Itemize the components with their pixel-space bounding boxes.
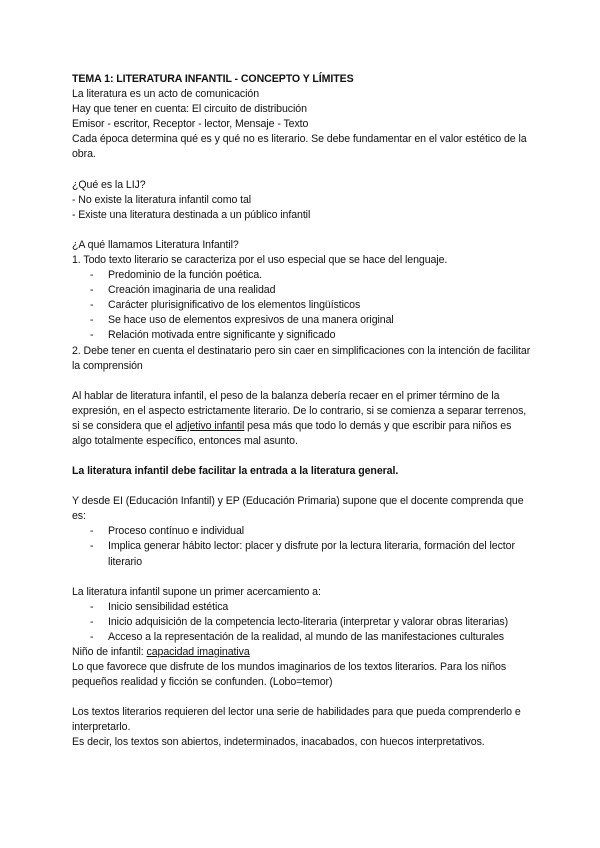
point-1-list	[72, 268, 532, 343]
spacer	[72, 163, 532, 178]
approach-list	[72, 600, 532, 645]
spacer	[72, 223, 532, 238]
spacer	[72, 479, 532, 494]
list-item: - Acceso a la representación de la realidad, al mundo de las manifestaciones culturales	[72, 630, 532, 645]
list-item: - Inicio sensibilidad estética	[72, 600, 532, 615]
lij-answer: - Existe una literatura destinada a un público infantil	[72, 208, 311, 221]
intro-line: Emisor - escritor, Receptor - lector, Mensaje - Texto	[72, 118, 309, 131]
spacer	[72, 449, 532, 464]
intro-line: La literatura es un acto de comunicación	[72, 88, 260, 101]
document-title: TEMA 1: LITERATURA INFANTIL - CONCEPTO Y LÍMITES	[72, 73, 354, 85]
closing-paragraph: Es decir, los textos son abiertos, indeterminados, inacabados, con huecos interpretativos.	[72, 736, 485, 749]
ei-ep-paragraph: Y desde EI (Educación Infantil) y EP (Educación Primaria) supone que el docente comprenda que es:	[72, 495, 524, 523]
balance-paragraph	[72, 389, 532, 449]
intro-line: Cada época determina qué es y qué no es literario. Se debe fundamentar en el valor estético de la obra.	[72, 133, 527, 161]
child-line	[72, 645, 532, 660]
list-item: - Creación imaginaria de una realidad	[72, 283, 532, 298]
li-question: ¿A qué llamamos Literatura Infantil?	[72, 238, 239, 251]
list-item: - Relación motivada entre significante y significado	[72, 328, 532, 343]
list-item: - Proceso contínuo e individual	[72, 524, 532, 539]
spacer	[72, 374, 532, 389]
document-body	[72, 72, 532, 751]
balance-text-after: pesa más que todo lo demás y que escribir para niños es algo totalmente específico, entonces mal asunto.	[72, 419, 512, 447]
closing-paragraph: Los textos literarios requieren del lector una serie de habilidades para que pueda comprenderlo e interpretarlo.	[72, 706, 521, 734]
spacer	[72, 690, 532, 705]
underlined-term: adjetivo infantil	[175, 419, 245, 432]
spacer	[72, 570, 532, 585]
lij-answer: - No existe la literatura infantil como tal	[72, 193, 252, 206]
balance-text-before: Al hablar de literatura infantil, el peso de la balanza debería recaer en el primer término de la expresión, en el aspecto estrictamente literario. De lo contrario, si se comienza a separar terrenos, si se considera que el	[72, 389, 527, 432]
ei-ep-list	[72, 524, 532, 569]
child-label: Niño de infantil:	[72, 646, 147, 658]
list-item: - Se hace uso de elementos expresivos de una manera original	[72, 313, 532, 328]
list-item: - Implica generar hábito lector: placer y disfrute por la lectura literaria, formación del lector literario	[72, 539, 532, 569]
lij-question: ¿Qué es la LIJ?	[72, 178, 146, 191]
child-paragraph: Lo que favorece que disfrute de los mundos imaginarios de los textos literarios. Para los niños pequeños realidad y ficción se confunden. (Lobo=temor)	[72, 661, 507, 689]
list-item: - Inicio adquisición de la competencia lecto-literaria (interpretar y valorar obras literarias)	[72, 615, 532, 630]
list-item: - Predominio de la función poética.	[72, 268, 532, 283]
intro-line: Hay que tener en cuenta: El circuito de distribución	[72, 103, 307, 116]
underlined-term: capacidad imaginativa	[146, 646, 250, 658]
point-1: 1. Todo texto literario se caracteriza por el uso especial que se hace del lenguaje.	[72, 253, 448, 266]
bold-statement: La literatura infantil debe facilitar la entrada a la literatura general.	[72, 465, 399, 478]
list-item: - Carácter plurisignificativo de los elementos lingüísticos	[72, 298, 532, 313]
point-2: 2. Debe tener en cuenta el destinatario pero sin caer en simplificaciones con la intención de facilitar la comprensión	[72, 344, 531, 372]
approach-paragraph: La literatura infantil supone un primer acercamiento a:	[72, 585, 321, 598]
